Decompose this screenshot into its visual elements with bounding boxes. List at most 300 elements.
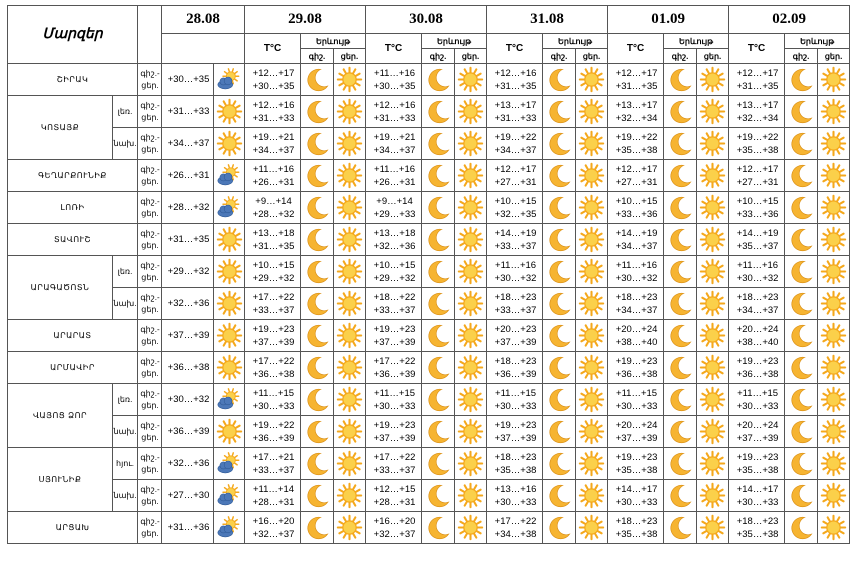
night-temp: +12…+17: [615, 67, 658, 79]
night-temp: +10…+15: [736, 195, 779, 207]
night-phenomenon: [422, 384, 455, 416]
day-phenomenon: [334, 256, 366, 288]
temp-cell: [729, 288, 785, 320]
table-row: [8, 416, 850, 448]
region-name: ԿՈՏԱՅՔ: [8, 96, 113, 160]
day-phenomenon: [697, 256, 729, 288]
night-temp: +19…+23: [615, 451, 658, 463]
day-temp: +27…+31: [494, 176, 537, 188]
night-temp: +14…+19: [494, 227, 537, 239]
date-header: 02.09: [729, 6, 850, 34]
first-day-phenomenon: [214, 96, 245, 128]
sun-icon: [576, 99, 607, 124]
day-phenomenon: [697, 288, 729, 320]
temp-header: T°C: [245, 34, 301, 64]
night-phenomenon: [543, 64, 576, 96]
temp-cell: [366, 64, 422, 96]
table-row: [8, 224, 850, 256]
day-temp: +38…+40: [615, 336, 658, 348]
moon-icon: [785, 163, 817, 189]
night-temp: +17…+22: [252, 291, 295, 303]
sun-icon: [455, 131, 486, 156]
moon-icon: [785, 227, 817, 253]
night-phenomenon: [543, 512, 576, 544]
moon-icon: [301, 291, 333, 317]
temp-cell: [245, 96, 301, 128]
night-phenomenon: [422, 256, 455, 288]
table-row: [8, 160, 850, 192]
night-phenomenon: [785, 96, 818, 128]
night-label: գիշ.-: [140, 68, 160, 78]
day-phenomenon: [818, 192, 850, 224]
day-temp: +33…+37: [252, 304, 295, 316]
day-temp: +29…+32: [373, 272, 416, 284]
sun-cloud-icon: [214, 67, 244, 93]
night-phenomenon: [785, 192, 818, 224]
day-temp: +35…+37: [736, 240, 779, 252]
night-phenomenon: [543, 96, 576, 128]
day-phenomenon: [697, 64, 729, 96]
sun-icon: [697, 131, 728, 156]
day-temp: +30…+32: [615, 272, 658, 284]
night-header: գիշ.: [664, 49, 697, 64]
sun-icon: [334, 419, 365, 444]
day-phenomenon: [818, 512, 850, 544]
night-phenomenon: [664, 96, 697, 128]
day-temp: +36…+38: [615, 368, 658, 380]
date-header: 31.08: [487, 6, 608, 34]
temp-cell: [608, 416, 664, 448]
moon-icon: [785, 131, 817, 157]
day-phenomenon: [334, 96, 366, 128]
night-phenomenon: [785, 160, 818, 192]
day-phenomenon: [697, 96, 729, 128]
sun-icon: [697, 451, 728, 476]
moon-icon: [422, 163, 454, 189]
sun-icon: [818, 99, 849, 124]
night-phenomenon: [664, 480, 697, 512]
day-temp: +31…+33: [373, 112, 416, 124]
night-phenomenon: [543, 384, 576, 416]
day-temp: +27…+31: [736, 176, 779, 188]
day-temp: +30…+33: [494, 496, 537, 508]
sun-icon: [334, 355, 365, 380]
day-phenomenon: [334, 448, 366, 480]
day-label: ցեր.: [141, 336, 159, 346]
moon-icon: [301, 195, 333, 221]
night-temp: +18…+23: [736, 291, 779, 303]
night-temp: +16…+20: [373, 515, 416, 527]
day-phenomenon: [334, 512, 366, 544]
night-phenomenon: [543, 320, 576, 352]
sun-icon: [576, 323, 607, 348]
day-label: ցեր.: [141, 464, 159, 474]
day-phenomenon: [697, 480, 729, 512]
temp-cell: [729, 352, 785, 384]
night-temp: +11…+16: [374, 67, 416, 79]
night-temp: +14…+17: [615, 483, 658, 495]
sun-icon: [455, 515, 486, 540]
day-phenomenon: [334, 192, 366, 224]
moon-icon: [664, 483, 696, 509]
night-day-labels: [138, 512, 162, 544]
night-temp: +11…+15: [495, 387, 537, 399]
day-label: ցեր.: [141, 496, 159, 506]
temp-cell: [608, 224, 664, 256]
night-phenomenon: [664, 224, 697, 256]
temp-cell: [366, 384, 422, 416]
sun-cloud-icon: [214, 483, 244, 509]
day-phenomenon: [334, 480, 366, 512]
first-day-temp: +26…+31: [162, 160, 214, 192]
sun-icon: [818, 227, 849, 252]
night-phenomenon: [785, 320, 818, 352]
temp-cell: [366, 512, 422, 544]
temp-cell: [729, 416, 785, 448]
sun-icon: [818, 515, 849, 540]
moon-icon: [301, 483, 333, 509]
night-phenomenon: [422, 96, 455, 128]
region-name: ԱՐԱՐԱՏ: [8, 320, 138, 352]
first-day-phenomenon: [214, 224, 245, 256]
sun-icon: [818, 419, 849, 444]
night-phenomenon: [422, 128, 455, 160]
night-temp: +19…+23: [252, 323, 295, 335]
sun-icon: [455, 163, 486, 188]
day-phenomenon: [455, 96, 487, 128]
table-row: [8, 288, 850, 320]
moon-icon: [301, 355, 333, 381]
sun-icon: [455, 451, 486, 476]
sun-icon: [334, 387, 365, 412]
sun-icon: [697, 195, 728, 220]
moon-icon: [422, 355, 454, 381]
sun-cloud-icon: [214, 163, 244, 189]
moon-icon: [543, 387, 575, 413]
table-row: [8, 96, 850, 128]
night-phenomenon: [543, 288, 576, 320]
day-phenomenon: [818, 384, 850, 416]
day-temp: +32…+37: [252, 528, 295, 540]
night-phenomenon: [301, 448, 334, 480]
night-phenomenon: [785, 256, 818, 288]
temp-cell: [608, 288, 664, 320]
night-day-labels: [138, 448, 162, 480]
night-day-labels: [138, 416, 162, 448]
sun-icon: [214, 419, 244, 444]
sun-icon: [455, 387, 486, 412]
day-phenomenon: [455, 352, 487, 384]
temp-cell: [245, 352, 301, 384]
sun-icon: [455, 323, 486, 348]
temp-cell: [487, 256, 543, 288]
moon-icon: [422, 291, 454, 317]
region-name: ԱՐԱԳԱԾՈՏՆ: [8, 256, 113, 320]
sun-icon: [334, 515, 365, 540]
subregion-name: նախ.: [113, 128, 138, 160]
day-phenomenon: [818, 256, 850, 288]
night-label: գիշ.-: [140, 324, 160, 334]
sun-icon: [334, 483, 365, 508]
night-temp: +18…+23: [494, 451, 537, 463]
sun-icon: [818, 451, 849, 476]
forecast-table-wrapper: [7, 5, 843, 562]
temp-cell: [729, 512, 785, 544]
night-phenomenon: [664, 160, 697, 192]
day-temp: +33…+36: [615, 208, 658, 220]
day-phenomenon: [334, 224, 366, 256]
day-phenomenon: [697, 384, 729, 416]
night-phenomenon: [543, 128, 576, 160]
region-name: ՏԱՎՈՒՇ: [8, 224, 138, 256]
sun-icon: [576, 227, 607, 252]
night-phenomenon: [301, 352, 334, 384]
night-phenomenon: [301, 480, 334, 512]
night-temp: +12…+17: [736, 163, 779, 175]
first-day-phenomenon: [214, 128, 245, 160]
night-temp: +9…+14: [376, 195, 413, 207]
temp-cell: [487, 128, 543, 160]
day-temp: +37…+39: [494, 336, 537, 348]
day-temp: +34…+37: [736, 304, 779, 316]
day-temp: +32…+35: [494, 208, 537, 220]
night-temp: +10…+15: [252, 259, 295, 271]
night-phenomenon: [422, 352, 455, 384]
temp-cell: [729, 384, 785, 416]
temp-cell: [245, 64, 301, 96]
first-day-temp: +29…+32: [162, 256, 214, 288]
day-phenomenon: [576, 448, 608, 480]
first-day-phenomenon: [214, 512, 245, 544]
temp-cell: [245, 192, 301, 224]
night-day-labels: [138, 288, 162, 320]
day-phenomenon: [455, 192, 487, 224]
moon-icon: [301, 259, 333, 285]
phenomenon-header: Երևույթ: [301, 34, 366, 49]
moon-icon: [785, 355, 817, 381]
day-temp: +32…+34: [615, 112, 658, 124]
moon-icon: [301, 419, 333, 445]
day-phenomenon: [576, 512, 608, 544]
day-temp: +33…+37: [494, 304, 537, 316]
region-name: ԱՐՄԱՎԻՐ: [8, 352, 138, 384]
sun-icon: [576, 515, 607, 540]
night-phenomenon: [664, 448, 697, 480]
first-day-phenomenon: [214, 448, 245, 480]
temp-cell: [245, 256, 301, 288]
temp-cell: [487, 480, 543, 512]
day-phenomenon: [576, 96, 608, 128]
day-temp: +35…+38: [615, 528, 658, 540]
night-phenomenon: [422, 512, 455, 544]
night-phenomenon: [301, 512, 334, 544]
day-phenomenon: [697, 192, 729, 224]
day-temp: +36…+38: [252, 368, 295, 380]
moon-icon: [301, 515, 333, 541]
table-row: [8, 320, 850, 352]
day-phenomenon: [334, 384, 366, 416]
night-temp: +13…+17: [615, 99, 658, 111]
day-phenomenon: [818, 448, 850, 480]
first-day-temp: +30…+35: [162, 64, 214, 96]
night-phenomenon: [543, 192, 576, 224]
phenomenon-header: Երևույթ: [785, 34, 850, 49]
night-phenomenon: [785, 64, 818, 96]
sun-icon: [818, 355, 849, 380]
night-temp: +11…+16: [374, 163, 416, 175]
day-phenomenon: [455, 256, 487, 288]
day-phenomenon: [455, 384, 487, 416]
day-phenomenon: [576, 320, 608, 352]
day-header: ցեր.: [576, 49, 608, 64]
day-label: ցեր.: [141, 112, 159, 122]
day-temp: +31…+33: [494, 112, 537, 124]
subregion-name: նախ.: [113, 416, 138, 448]
night-day-labels: [138, 352, 162, 384]
night-temp: +17…+22: [373, 451, 416, 463]
night-temp: +13…+18: [252, 227, 295, 239]
night-phenomenon: [422, 160, 455, 192]
temp-cell: [245, 512, 301, 544]
night-temp: +17…+22: [494, 515, 537, 527]
sun-icon: [576, 419, 607, 444]
day-phenomenon: [334, 128, 366, 160]
temp-cell: [608, 512, 664, 544]
night-phenomenon: [664, 384, 697, 416]
night-header: գիշ.: [301, 49, 334, 64]
night-temp: +19…+23: [494, 419, 537, 431]
day-temp: +36…+39: [373, 368, 416, 380]
moon-icon: [543, 67, 575, 93]
day-phenomenon: [697, 320, 729, 352]
night-temp: +17…+22: [252, 355, 295, 367]
night-phenomenon: [785, 288, 818, 320]
night-day-labels: [138, 96, 162, 128]
moon-icon: [422, 515, 454, 541]
night-phenomenon: [664, 64, 697, 96]
day-phenomenon: [576, 160, 608, 192]
sun-icon: [697, 67, 728, 92]
night-temp: +20…+23: [494, 323, 537, 335]
temp-cell: [366, 480, 422, 512]
sun-icon: [576, 259, 607, 284]
day-label: ցեր.: [141, 400, 159, 410]
sun-icon: [334, 291, 365, 316]
day-phenomenon: [576, 384, 608, 416]
night-temp: +14…+19: [615, 227, 658, 239]
sun-icon: [697, 515, 728, 540]
temp-header: T°C: [487, 34, 543, 64]
night-phenomenon: [785, 512, 818, 544]
night-day-labels: [138, 320, 162, 352]
moon-icon: [422, 227, 454, 253]
phenomenon-header: Երևույթ: [543, 34, 608, 49]
sun-icon: [697, 99, 728, 124]
moon-icon: [785, 419, 817, 445]
day-phenomenon: [576, 224, 608, 256]
night-temp: +20…+24: [615, 323, 658, 335]
night-label: գիշ.-: [140, 260, 160, 270]
night-temp: +18…+22: [373, 291, 416, 303]
night-phenomenon: [301, 128, 334, 160]
day-temp: +33…+37: [373, 464, 416, 476]
day-temp: +37…+39: [252, 336, 295, 348]
sun-icon: [455, 483, 486, 508]
day-phenomenon: [334, 352, 366, 384]
temp-cell: [366, 160, 422, 192]
moon-icon: [543, 163, 575, 189]
sun-icon: [818, 131, 849, 156]
night-temp: +11…+16: [253, 163, 295, 175]
day-phenomenon: [455, 480, 487, 512]
sun-icon: [697, 483, 728, 508]
night-temp: +19…+21: [252, 131, 295, 143]
day-phenomenon: [697, 448, 729, 480]
day-temp: +35…+38: [615, 144, 658, 156]
day-temp: +26…+31: [252, 176, 295, 188]
sun-icon: [697, 355, 728, 380]
sun-icon: [697, 163, 728, 188]
night-temp: +20…+24: [736, 323, 779, 335]
first-day-phenomenon: [214, 416, 245, 448]
night-phenomenon: [543, 352, 576, 384]
temp-cell: [608, 448, 664, 480]
temp-cell: [487, 448, 543, 480]
sun-icon: [455, 355, 486, 380]
temp-cell: [608, 384, 664, 416]
sun-icon: [818, 291, 849, 316]
moon-icon: [664, 227, 696, 253]
sun-icon: [818, 195, 849, 220]
first-day-temp: +37…+39: [162, 320, 214, 352]
night-temp: +18…+23: [494, 291, 537, 303]
day-temp: +30…+33: [615, 496, 658, 508]
day-temp: +32…+36: [373, 240, 416, 252]
night-header: գիշ.: [785, 49, 818, 64]
sun-icon: [818, 387, 849, 412]
temp-cell: [487, 352, 543, 384]
night-temp: +10…+15: [373, 259, 416, 271]
day-label: ցեր.: [141, 272, 159, 282]
moon-icon: [664, 387, 696, 413]
subregion-name: նախ.: [113, 288, 138, 320]
night-temp: +19…+22: [615, 131, 658, 143]
day-temp: +31…+35: [615, 80, 658, 92]
night-day-labels: [138, 192, 162, 224]
day-temp: +34…+37: [252, 144, 295, 156]
blank-header: [138, 6, 162, 64]
moon-icon: [543, 99, 575, 125]
day-label: ցեր.: [141, 304, 159, 314]
night-day-labels: [138, 64, 162, 96]
night-temp: +17…+22: [373, 355, 416, 367]
temp-cell: [729, 192, 785, 224]
temp-cell: [245, 288, 301, 320]
day-temp: +33…+36: [736, 208, 779, 220]
temp-cell: [608, 256, 664, 288]
day-temp: +29…+33: [373, 208, 416, 220]
night-temp: +19…+23: [736, 451, 779, 463]
day-label: ցեր.: [141, 432, 159, 442]
day-temp: +38…+40: [736, 336, 779, 348]
temp-cell: [729, 224, 785, 256]
temp-cell: [729, 320, 785, 352]
day-phenomenon: [697, 224, 729, 256]
day-phenomenon: [455, 128, 487, 160]
sun-icon: [697, 291, 728, 316]
temp-cell: [729, 448, 785, 480]
night-temp: +19…+22: [252, 419, 295, 431]
